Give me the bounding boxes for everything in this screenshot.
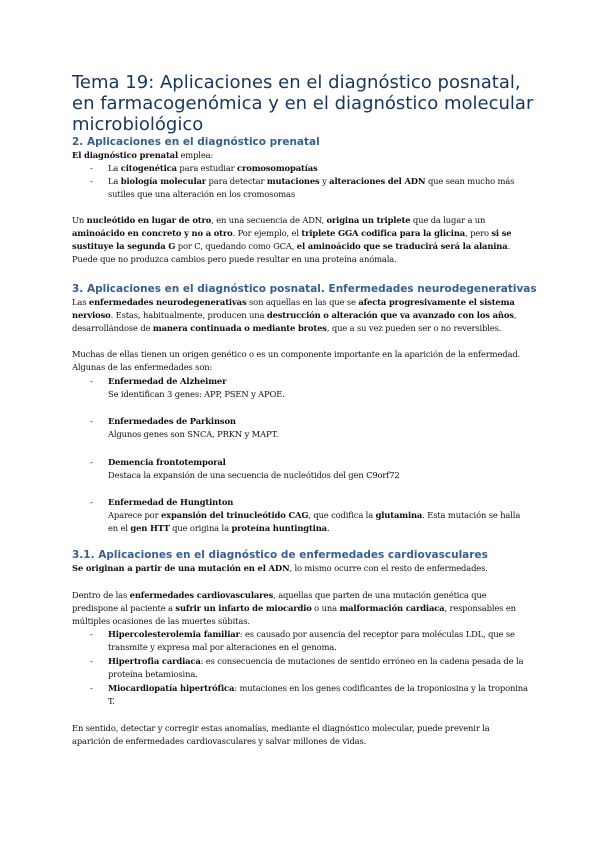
- cardio-paragraph: Dentro de las enfermedades cardiovasculares, aquellas que parten de una mutación genética que predispone al paciente a sufrir un infarto de miocardio o una malformación cardiaca, responsables en múltiples ocasiones de las muertes súbitas.: [72, 590, 516, 626]
- neuro-genetic-paragraph: Muchas de ellas tienen un origen genético o es un componente importante en la aparición de la enfermedad. Algunas de las enfermedades son:: [72, 349, 521, 372]
- cardio-closing: En sentido, detectar y corregir estas anomalías, mediante el diagnóstico molecular, puede prevenir la aparición de enfermedades cardiovasculares y salvar millones de vidas.: [72, 723, 490, 746]
- section-heading-prenatal: 2. Aplicaciones en el diagnóstico prenatal: [72, 136, 320, 148]
- prenatal-intro: El diagnóstico prenatal emplea:: [72, 150, 214, 160]
- document-page: Tema 19: Aplicaciones en el diagnóstico posnatal, en farmacogenómica y en el diagnóstico molecular microbiológico 2. Aplicaciones en el diagnóstico prenatal El diagnóstico prenatal emplea: - La citogenética para estudiar cromosomopatías - La biología molecular para detectar mutaciones y alteraciones del ADN que sean mucho más sutiles que una alteración en los cromosomas Un nucleótido en lugar de otro, en una secuencia de ADN, origina un triplete que da lugar a un aminoácido en concreto y no a otro. Por ejemplo, el triplete GGA codifica para la glicina, pero si se sustituye la segunda G por C, quedando como GCA, el aminoácido que se traducirá será la alanina. Puede que no produzca cambios pero puede resultar en una proteína anómala. 3. Aplicaciones en el diagnóstico posnatal. Enfermedades neurodegenerativas Las enfermedades neurodegenerativas son aquellas en las que se afecta progresivamente el sistema nervioso. Estas, habitualmente, producen una destrucción o alteración que va avanzado con los años, desarrollándose de manera continuada o mediante brotes, que a su vez pueden ser o no reversibles. Muchas de ellas tienen un origen genético o es un componente importante en la aparición de la enfermedad. Algunas de las enfermedades son: - Enfermedad de Alzheimer Se identifican 3 genes: APP, PSEN y APOE. - Enfermedades de Parkinson Algunos genes son SNCA, PRKN y MAPT. - Demencia frontotemporal Destaca la expansión de una secuencia de nucleótidos del gen C9orf72 - Enfermedad de Hungtinton Aparece por expansión del trinucleótido CAG, que codifica la glutamina. Esta mutación se halla en el gen HTT que origina la proteína huntingtina. 3.1. Aplicaciones en el diagnóstico de enfermedades cardiovasculares Se originan a partir de una mutación en el ADN, lo mismo ocurre con el resto de enfermedades. Dentro de las enfermedades cardiovasculares, aquellas que parten de una mutación genética que predispone al paciente a sufrir un infarto de miocardio o una malformación cardiaca, responsables en múltiples ocasiones de las muertes súbitas. - Hipercolesterolemia familiar: es causado por ausencia del receptor para moléculas LDL, que se transmite y expresa mal por alteraciones en el genoma. - Hipertrofia cardiaca: es consecuencia de mutaciones de sentido erróneo en la cadena pesada de la proteína betamiosina. - Miocardiopatía hipertrófica: mutaciones en los genes codificantes de la troponiosina y la troponina T. En sentido, detectar y corregir estas anomalías, mediante el diagnóstico molecular, puede prevenir la aparición de enfermedades cardiovasculares y salvar millones de vidas.: [0, 0, 600, 848]
- neuro-paragraph: Las enfermedades neurodegenerativas son aquellas en las que se afecta progresivamente el sistema nervioso. Estas, habitualmente, producen una destrucción o alteración que va avanzado con los años, desarrollándose de manera continuada o mediante brotes, que a su vez pueden ser o no reversibles.: [72, 297, 517, 333]
- section-heading-neurodegenerative: 3. Aplicaciones en el diagnóstico posnatal. Enfermedades neurodegenerativas: [72, 283, 537, 295]
- prenatal-paragraph: Un nucleótido en lugar de otro, en una secuencia de ADN, origina un triplete que da lugar a un aminoácido en concreto y no a otro. Por ejemplo, el triplete GGA codifica para la glicina, pero si se sustituye la segunda G por C, quedando como GCA, el aminoácido que se traducirá será la alanina. Puede que no produzca cambios pero puede resultar en una proteína anómala.: [72, 215, 512, 264]
- page-title: Tema 19: Aplicaciones en el diagnóstico posnatal, en farmacogenómica y en el diagnóstico molecular microbiológico: [72, 72, 534, 135]
- cardio-intro: Se originan a partir de una mutación en el ADN, lo mismo ocurre con el resto de enfermedades.: [72, 563, 488, 573]
- section-heading-cardiovascular: 3.1. Aplicaciones en el diagnóstico de enfermedades cardiovasculares: [72, 549, 488, 561]
